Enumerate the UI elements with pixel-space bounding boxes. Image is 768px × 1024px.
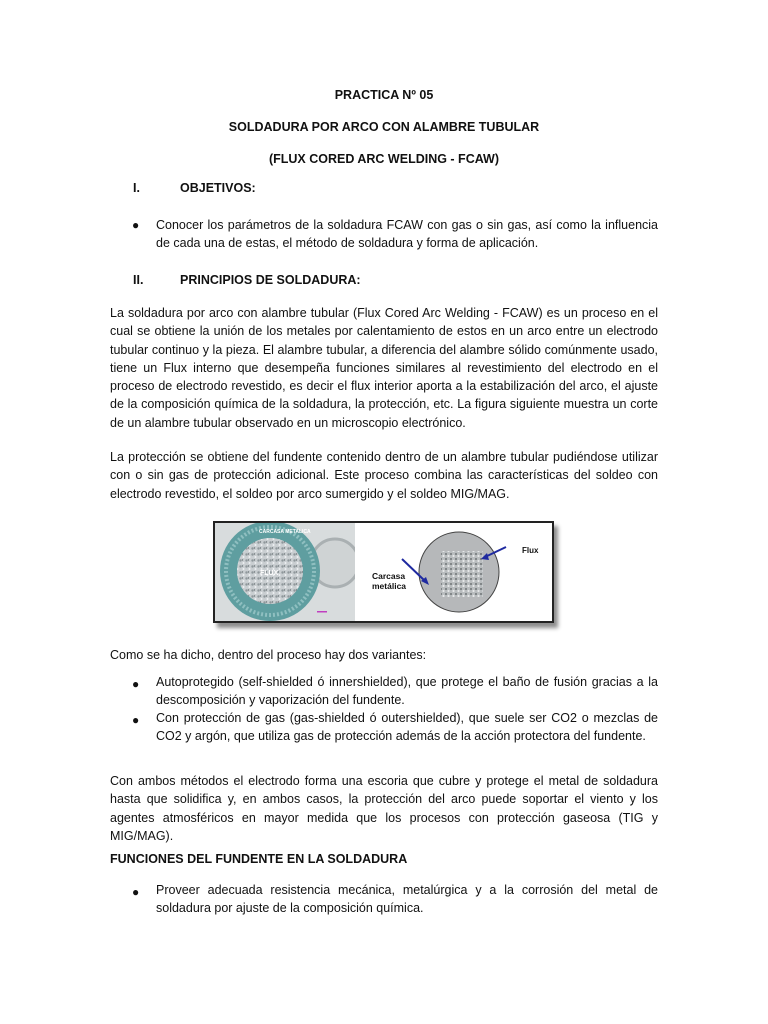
principles-paragraph-1: La soldadura por arco con alambre tubular (Flux Cored Arc Welding - FCAW) es un proceso en el cual se obtiene la unión de los metales por calentamiento de estos en un arco entre un electrodo tubular continuo y la pieza. El alambre tubular, a diferencia del alambre sólido comúnmente usado, tiene un Flux interno que desempeña funciones similares al revestimiento del electrodo en el proceso de electrodo revestido, es decir el flux interior aporta a la estabilización del arco, el ajuste de la composición química de la soldadura, la protección, etc. La figura siguiente muestra un corte de un alambre tubular observado en un microscopio electrónico. — [110, 306, 658, 430]
variants-intro: Como se ha dicho, dentro del proceso hay dos variantes: — [110, 648, 427, 662]
variants-closing-paragraph: Con ambos métodos el electrodo forma una escoria que cubre y protege el metal de soldadura hasta que solidifica y, en ambos casos, la protección del arco puede soportar el viento y los agentes atmosféricos en mayor medida que los procesos con protección gaseosa (TIG y MIG/MAG). — [110, 774, 658, 843]
diagram-label-shell-line-2: metálica — [372, 581, 407, 591]
variant-bullet-gas-shielded: Con protección de gas (gas-shielded ó outershielded), que suele ser CO2 o mezclas de CO2 y argón, que utiliza gas de protección además de la acción protectora del fundente. — [156, 711, 658, 744]
section-2-title: PRINCIPIOS DE SOLDADURA: — [180, 273, 361, 287]
function-bullet: Proveer adecuada resistencia mecánica, metalúrgica y a la corrosión del metal de soldadura por ajuste de la composición química. — [156, 883, 658, 916]
bullet-icon: ● — [132, 885, 140, 899]
document-title: SOLDADURA POR ARCO CON ALAMBRE TUBULAR — [228, 120, 540, 134]
section-2-number: II. — [133, 273, 144, 287]
variant-bullet-self-shielded: Autoprotegido (self-shielded ó innershielded), que protege el baño de fusión gracias a la descomposición y vaporización del fundente. — [156, 675, 658, 708]
diagram-flux-square — [441, 551, 483, 597]
diagram-label-flux: Flux — [522, 546, 539, 555]
photo-label-flux: FLUX — [260, 570, 279, 577]
wire-cross-section-figure — [213, 521, 554, 623]
figure-svg — [215, 523, 552, 621]
practice-number: PRACTICA Nº 05 — [334, 88, 434, 102]
bullet-icon: ● — [132, 713, 140, 727]
functions-title: FUNCIONES DEL FUNDENTE EN LA SOLDADURA — [110, 852, 408, 866]
document-subtitle: (FLUX CORED ARC WELDING - FCAW) — [268, 152, 500, 166]
objective-bullet: Conocer los parámetros de la soldadura FCAW con gas o sin gas, así como la influencia de cada una de estas, el método de soldadura y forma de aplicación. — [156, 218, 658, 251]
section-1-number: I. — [133, 181, 140, 195]
bullet-icon: ● — [132, 677, 140, 691]
diagram-label-shell-line-1: Carcasa — [372, 571, 406, 581]
section-1-title: OBJETIVOS: — [180, 181, 256, 195]
photo-label-shell: CARCASA METALICA — [259, 529, 311, 535]
principles-paragraph-2: La protección se obtiene del fundente contenido dentro de un alambre tubular pudiéndose utilizar con o sin gas de protección adicional. Este proceso combina las características del soldeo con electrodo revestido, el soldeo por arco sumergido y el soldeo MIG/MAG. — [110, 450, 658, 501]
bullet-icon: ● — [132, 218, 140, 232]
scale-bar — [317, 611, 327, 613]
